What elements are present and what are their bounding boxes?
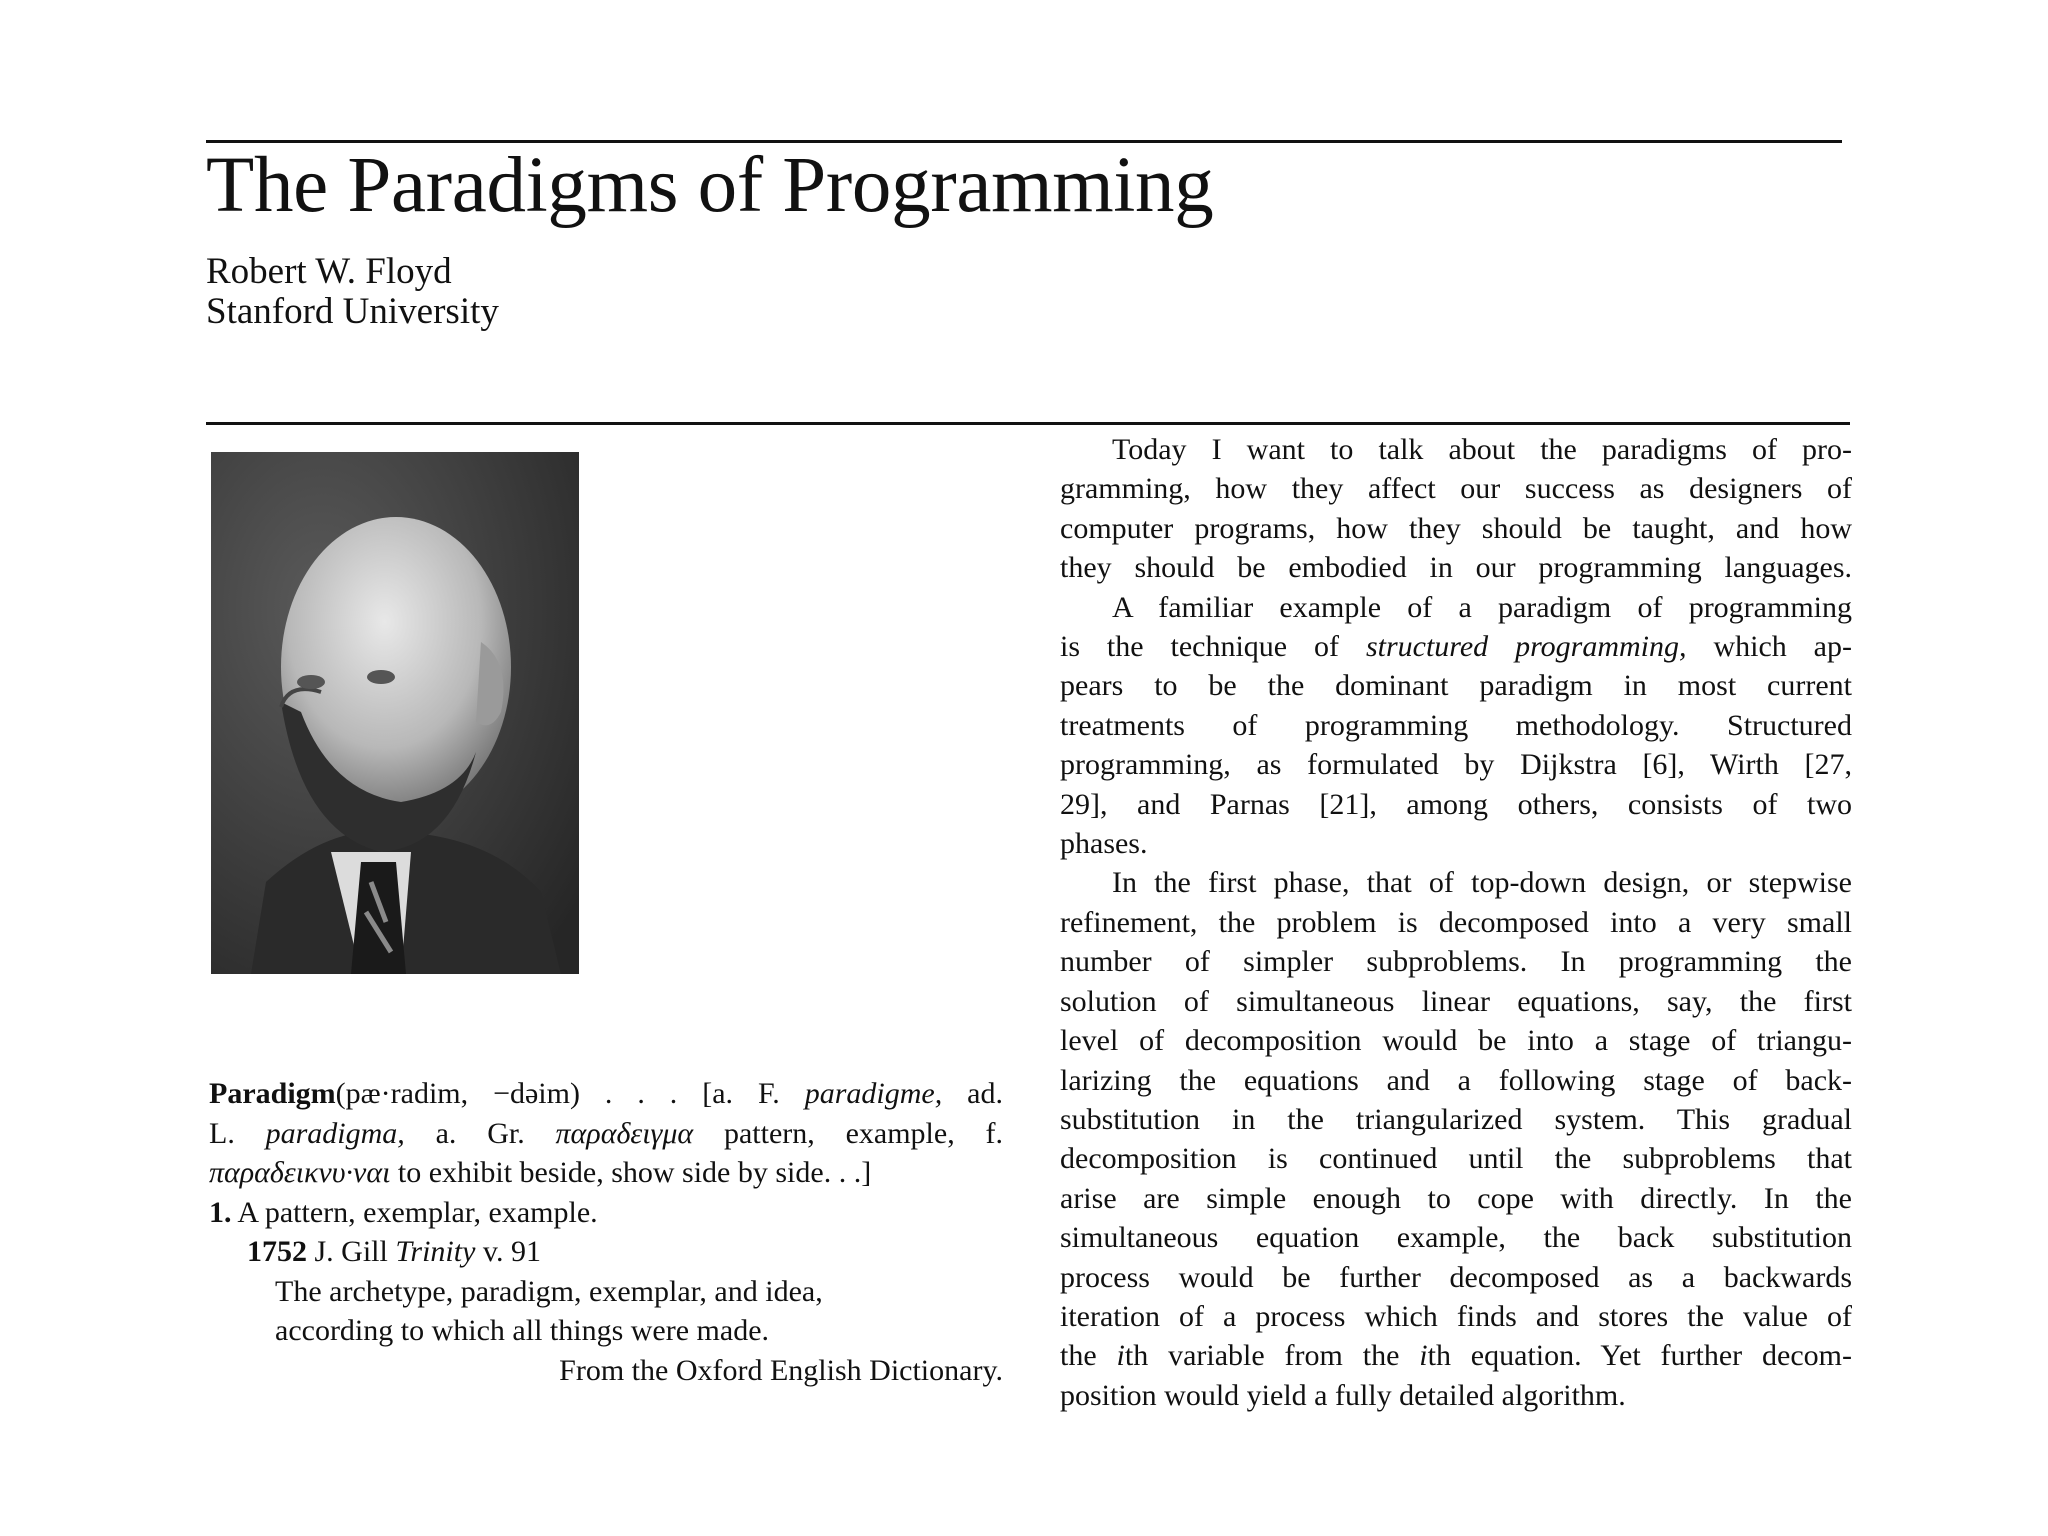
sense-text: A pattern, exemplar, example. (231, 1195, 598, 1229)
definition-source: From the Oxford English Dictionary. (559, 1353, 1003, 1387)
quotation-line: according to which all things were made. (275, 1314, 770, 1347)
dictionary-definition (209, 1074, 1003, 1390)
body-line: substitution in the triangularized system. This gradual (1060, 1102, 1852, 1136)
greek-word: παραδειγμα (555, 1116, 694, 1150)
section-rule (206, 422, 1850, 425)
body-line: decomposition is continued until the subproblems that (1060, 1142, 1852, 1176)
body-text-run: is the technique of (1060, 630, 1366, 664)
body-line: refinement, the problem is decomposed into a very small (1060, 905, 1852, 939)
body-line (1060, 1336, 1852, 1375)
body-line: simultaneous equation example, the back substitution (1060, 1221, 1852, 1255)
body-line: process would be further decomposed as a backwards (1060, 1260, 1852, 1294)
etymology-text: L. (209, 1116, 266, 1150)
body-line: larizing the equations and a following stage of back- (1060, 1063, 1852, 1097)
body-line: treatments of programming methodology. Structured (1060, 708, 1852, 742)
quotation-citation (209, 1232, 1003, 1272)
body-line: programming, as formulated by Dijkstra [6], Wirth [27, (1060, 748, 1852, 782)
etymology-text: to exhibit beside, show side by side. . .] (390, 1156, 872, 1189)
etymology-text: ad. (942, 1077, 1003, 1110)
body-line: phases. (1060, 827, 1148, 861)
author-affiliation: Stanford University (206, 291, 499, 332)
sense-number: 1. (209, 1195, 232, 1229)
body-line (1060, 627, 1852, 666)
greek-word: παραδεικνυ·ναι (209, 1156, 391, 1189)
quotation-author: J. Gill (307, 1235, 396, 1268)
etymology-text: pattern, example, f. (693, 1116, 1003, 1150)
body-line: arise are simple enough to cope with directly. In the (1060, 1181, 1852, 1215)
etymology-text: a. Gr. (404, 1116, 556, 1150)
body-line: position would yield a fully detailed algorithm. (1060, 1378, 1626, 1412)
etymology-word: paradigma, (265, 1116, 405, 1150)
article-body (1060, 430, 1852, 1415)
quotation-year: 1752 (247, 1235, 307, 1268)
definition-line-1 (209, 1074, 1003, 1114)
emphasized-term: structured programming, (1365, 630, 1687, 664)
body-line: iteration of a process which finds and stores the value of (1060, 1299, 1852, 1333)
math-variable: i (1116, 1339, 1125, 1373)
author-name: Robert W. Floyd (206, 251, 452, 292)
body-line: computer programs, how they should be taught, and how (1060, 511, 1852, 545)
body-line: number of simpler subproblems. In programming the (1060, 945, 1852, 979)
body-text-run: th equation. Yet further decom- (1427, 1339, 1852, 1373)
definition-line-3 (209, 1153, 1003, 1193)
definition-line-2 (209, 1114, 1003, 1154)
body-line: level of decomposition would be into a stage of triangu- (1060, 1024, 1852, 1058)
portrait-illustration (211, 452, 579, 974)
definition-pronunciation: (pæ·radim, −dəim) (335, 1077, 580, 1110)
body-line: solution of simultaneous linear equations, say, the first (1060, 984, 1852, 1018)
article-title: The Paradigms of Programming (206, 142, 1214, 229)
body-text-run: the (1060, 1339, 1117, 1373)
body-line: gramming, how they affect our success as designers of (1060, 472, 1852, 506)
quotation-work: Trinity (395, 1235, 476, 1268)
body-line: In the first phase, that of top-down design, or stepwise (1112, 866, 1852, 900)
body-line: 29], and Parnas [21], among others, consists of two (1060, 787, 1852, 821)
math-variable: i (1419, 1339, 1428, 1373)
definition-headword: Paradigm (209, 1077, 336, 1110)
quotation-volume: v. 91 (475, 1235, 541, 1268)
body-line: pears to be the dominant paradigm in most current (1060, 669, 1852, 703)
author-portrait-photo (211, 452, 579, 974)
etymology-word: paradigme, (804, 1077, 943, 1110)
definition-sense (209, 1193, 1003, 1233)
etymology-text: . . . [a. F. (579, 1077, 805, 1110)
quotation-line: The archetype, paradigm, exemplar, and idea, (275, 1274, 823, 1308)
body-line: they should be embodied in our programming languages. (1060, 551, 1852, 585)
body-line: A familiar example of a paradigm of programming (1112, 590, 1852, 624)
body-text-run: which ap- (1686, 630, 1852, 664)
author-block (206, 252, 499, 332)
body-text-run: th variable from the (1124, 1339, 1420, 1373)
body-line: Today I want to talk about the paradigms of pro- (1112, 433, 1852, 466)
